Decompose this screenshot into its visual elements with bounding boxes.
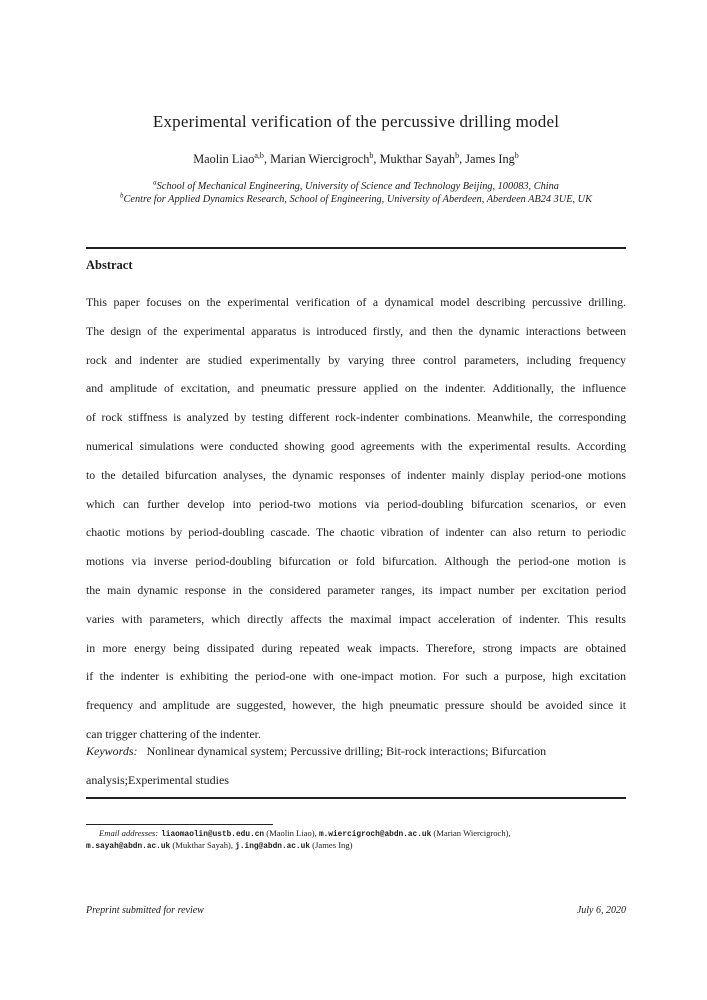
email-address: j.ing@abdn.ac.uk	[235, 843, 311, 851]
abstract-line: can trigger chattering of the indenter.	[86, 726, 261, 741]
submission-date: July 6, 2020	[576, 905, 626, 916]
author-name: Marian Wiercigroch	[270, 152, 370, 166]
author-name: Mukthar Sayah	[379, 152, 456, 166]
footnote-line	[86, 839, 631, 851]
abstract-line: which can further develop into period-two motions via period-doubling bifurcation scenarios, or even	[86, 496, 626, 511]
abstract-line: in more energy being dissipated during repeated weak impacts. Therefore, strong impacts are obtained	[86, 640, 626, 655]
author-affiliation-marker: a,b	[254, 150, 264, 160]
email-address: liaomaolin@ustb.edu.cn	[161, 831, 265, 839]
email-address: m.sayah@abdn.ac.uk	[86, 843, 171, 851]
abstract-top-rule	[86, 247, 626, 249]
abstract-line: rock and indenter are studied experimentally by varying three control parameters, including frequency	[86, 352, 626, 367]
affiliation	[86, 193, 626, 206]
author-separator: ,	[263, 152, 271, 166]
keywords-block	[86, 737, 626, 795]
affiliation	[86, 180, 626, 193]
author-affiliation-marker: b	[369, 150, 374, 160]
email-owner: (Marian Wiercigroch),	[431, 828, 511, 838]
affiliation-list	[86, 180, 626, 206]
email-addresses-label: Email addresses:	[99, 828, 159, 838]
keywords-line	[86, 766, 626, 795]
abstract-line: of rock stiffness is analyzed by testing different rock-indenter combinations. Meanwhile, the corresponding	[86, 410, 626, 425]
abstract-line: to the detailed bifurcation analyses, the dynamic responses of indenter mainly display period-one motions	[86, 467, 626, 482]
abstract-line: frequency and amplitude are suggested, however, the high pneumatic pressure should be avoided since it	[86, 698, 626, 713]
abstract-line: motions via inverse period-doubling bifurcation or fold bifurcation. Although the period-one motion is	[86, 554, 626, 569]
abstract-line: This paper focuses on the experimental verification of a dynamical model describing percussive drilling.	[86, 295, 626, 309]
email-owner: (James Ing)	[310, 840, 353, 850]
footnote-line	[86, 827, 631, 839]
affiliation-text: School of Mechanical Engineering, University of Science and Technology Beijing, 100083, China	[156, 181, 559, 192]
abstract-line: The design of the experimental apparatus is introduced firstly, and then the dynamic interactions between	[86, 323, 626, 338]
footnote-rule	[86, 824, 273, 825]
affiliation-marker: a	[153, 178, 157, 187]
author-name: Maolin Liao	[193, 152, 255, 166]
abstract-line: and amplitude of excitation, and pneumatic pressure applied on the indenter. Additionally, the influence	[86, 381, 626, 396]
abstract-line: if the indenter is exhibiting the period-one with one-impact motion. For such a purpose, high excitation	[86, 669, 626, 684]
email-owner: (Mukthar Sayah),	[170, 840, 236, 850]
author-affiliation-marker: b	[514, 150, 519, 160]
keywords-text: analysis;Experimental studies	[86, 772, 229, 787]
paper-title: Experimental verification of the percussive drilling model	[152, 112, 560, 131]
abstract-line: varies with parameters, which directly affects the maximal impact acceleration of indenter. This results	[86, 611, 626, 626]
email-footnote	[86, 827, 631, 851]
abstract-bottom-rule	[86, 797, 626, 799]
email-address: m.wiercigroch@abdn.ac.uk	[318, 831, 432, 839]
author-affiliation-marker: b	[455, 150, 460, 160]
author-separator: ,	[373, 152, 380, 166]
page-footer	[86, 905, 626, 916]
keywords-label: Keywords:	[86, 744, 138, 758]
abstract-line: numerical simulations were conducted showing good agreements with the experimental results. According	[86, 438, 626, 453]
affiliation-text: Centre for Applied Dynamics Research, School of Engineering, University of Aberdeen, Aberdeen AB24 3UE, UK	[123, 194, 592, 205]
author-name: James Ing	[465, 152, 515, 166]
preprint-status: Preprint submitted for review	[86, 905, 204, 916]
affiliation-marker: b	[120, 191, 124, 200]
email-owner: (Maolin Liao),	[264, 828, 319, 838]
keywords-line	[86, 737, 626, 766]
author-list	[86, 152, 626, 167]
abstract-heading: Abstract	[86, 258, 133, 272]
keywords-text: Nonlinear dynamical system; Percussive drilling; Bit-rock interactions; Bifurcation	[146, 744, 547, 758]
abstract-body	[86, 288, 626, 749]
abstract-line: chaotic motions by period-doubling cascade. The chaotic vibration of indenter can also return to periodic	[86, 525, 626, 540]
author-separator: ,	[459, 152, 466, 166]
abstract-line: the main dynamic response in the considered parameter ranges, its impact number per excitation period	[86, 582, 626, 597]
